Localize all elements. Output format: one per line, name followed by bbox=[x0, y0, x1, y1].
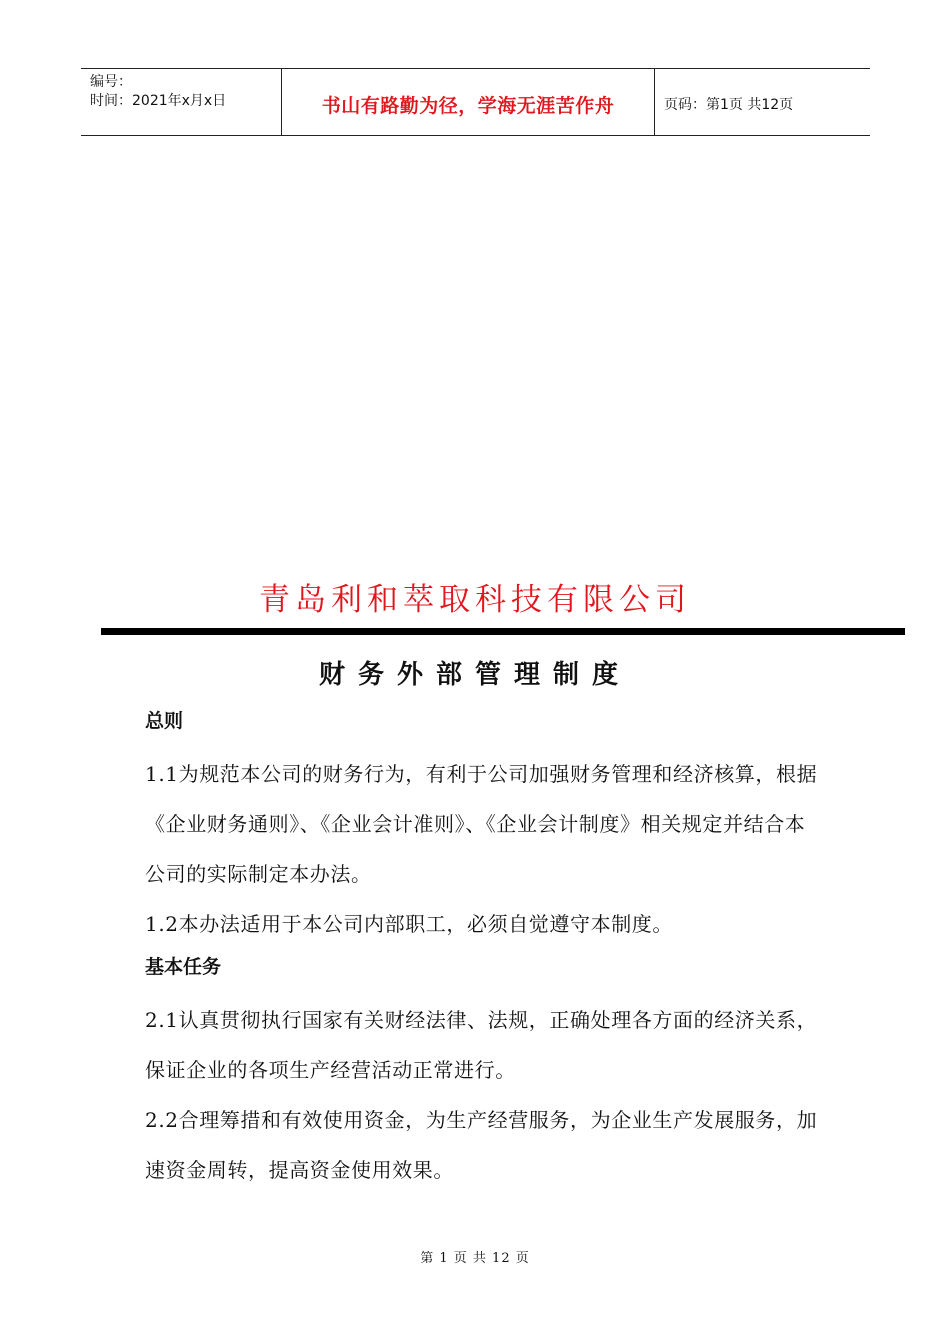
company-name: 青岛利和萃取科技有限公司 bbox=[259, 582, 691, 618]
paragraph: 1.1为规范本公司的财务行为，有利于公司加强财务管理和经济核算，根据《企业财务通则》、《企业会计准则》、《企业会计制度》相关规定并结合本公司的实际制定本办法。 bbox=[145, 762, 818, 886]
doc-date-label: 时间：2021年x月x日 bbox=[90, 93, 227, 109]
header-left-cell bbox=[81, 69, 281, 135]
title-divider bbox=[101, 628, 905, 635]
document-body bbox=[145, 705, 825, 1195]
header-table bbox=[81, 68, 870, 136]
paragraph: 1.2本办法适用于本公司内部职工，必须自觉遵守本制度。 bbox=[145, 912, 674, 936]
paragraph: 2.2合理筹措和有效使用资金，为生产经营服务，为企业生产发展服务，加速资金周转，提高资金使用效果。 bbox=[145, 1108, 818, 1182]
header-page-info: 页码：第1页 共12页 bbox=[664, 97, 794, 113]
paragraph: 2.1认真贯彻执行国家有关财经法律、法规，正确处理各方面的经济关系，保证企业的各项生产经营活动正常进行。 bbox=[145, 1008, 818, 1082]
doc-number-label: 编号： bbox=[90, 74, 132, 90]
section-heading: 基本任务 bbox=[145, 956, 222, 978]
header-motto: 书山有路勤为径，学海无涯苦作舟 bbox=[281, 69, 655, 135]
section-heading: 总则 bbox=[145, 710, 184, 732]
document-title: 财务外部管理制度 bbox=[318, 660, 631, 690]
page-footer: 第 1 页 共 12 页 bbox=[420, 1251, 530, 1266]
